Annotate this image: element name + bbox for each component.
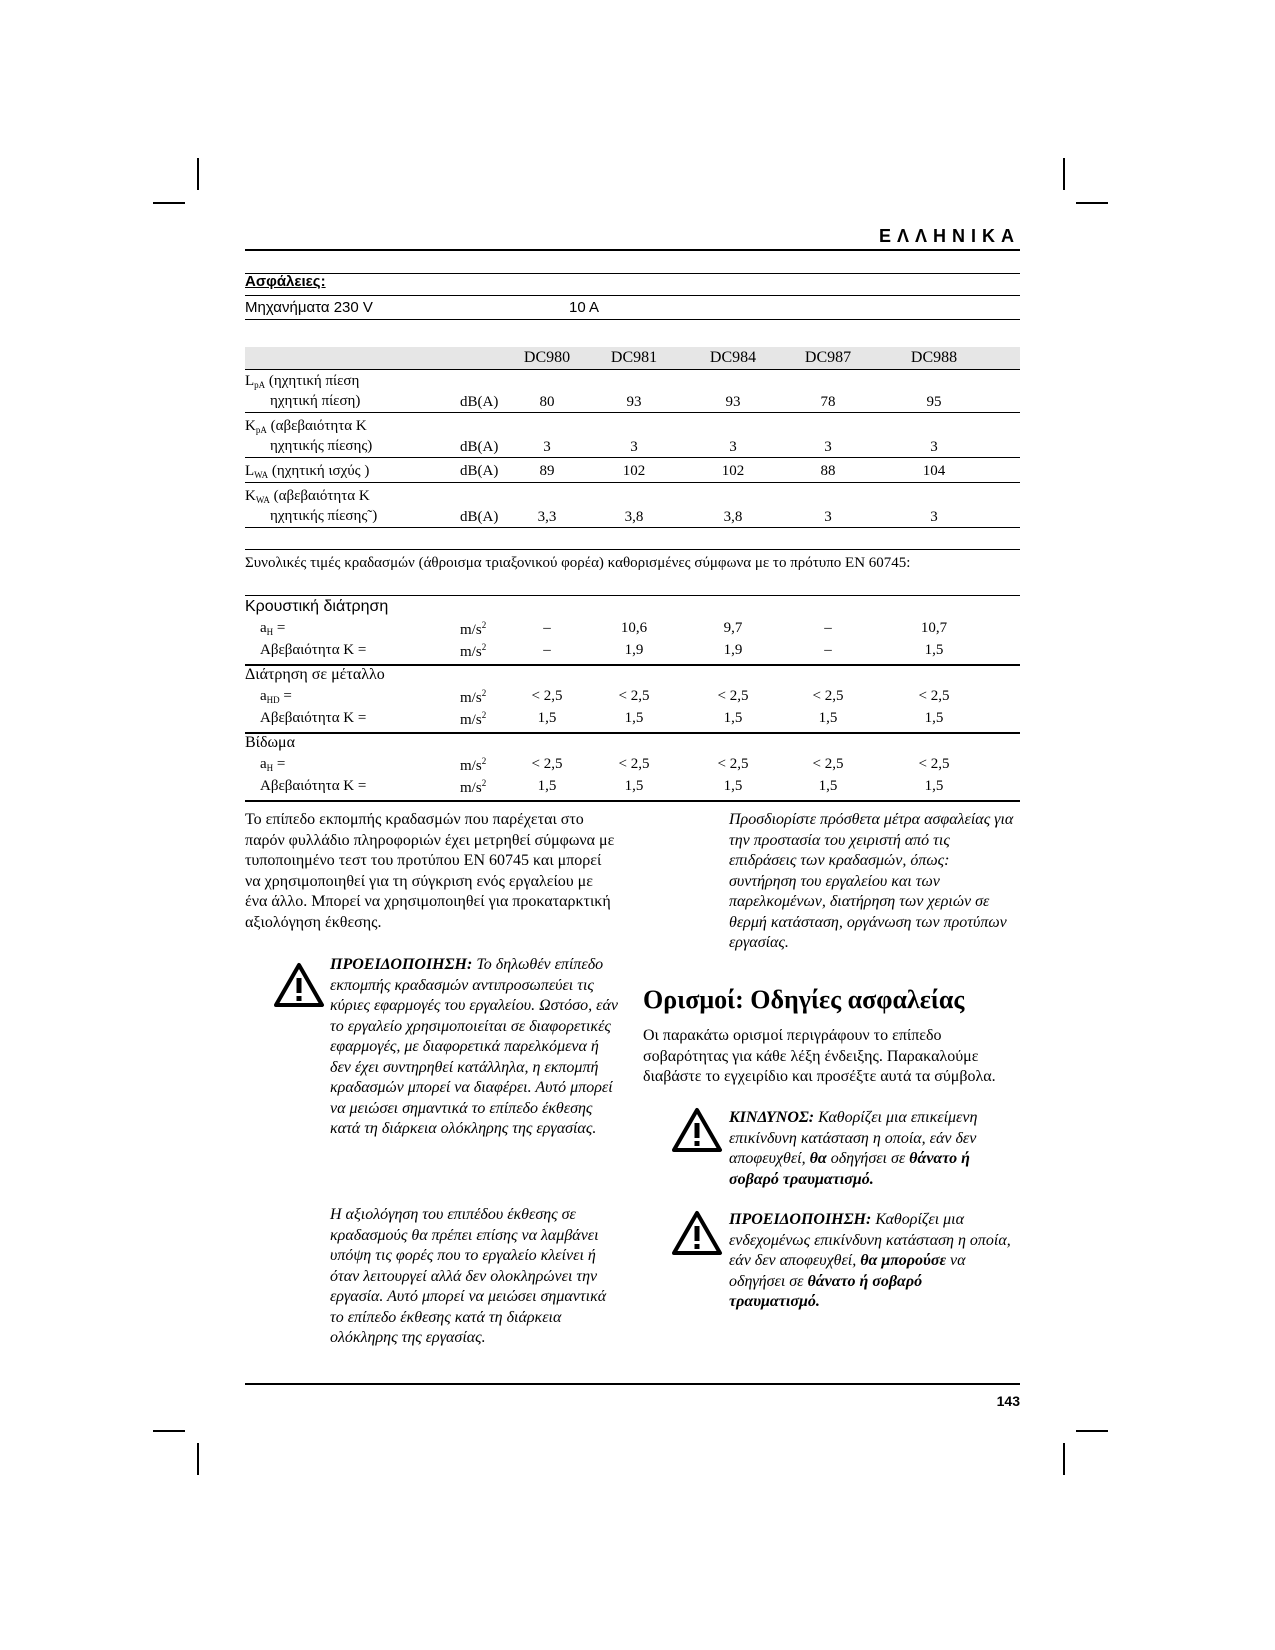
vibration-value: < 2,5 [812, 756, 844, 772]
vibration-value: 1,5 [624, 778, 644, 794]
warning-def-text: Καθορίζει μια ενδεχομένως επικίνδυνη κατάσταση η οποία, εάν δεν αποφευχθεί, [729, 1211, 1011, 1269]
danger-text: οδηγήσει σε [826, 1150, 910, 1167]
table-rule [245, 732, 1020, 734]
table-rule [245, 527, 1020, 528]
noise-value: 93 [725, 394, 741, 410]
vibration-value: 1,5 [723, 778, 743, 794]
table-rule [245, 800, 1020, 802]
noise-value: 3,8 [723, 509, 743, 525]
warning-def-emphasis: θα μπορούσε [860, 1252, 947, 1269]
warning-definition [729, 1210, 1014, 1313]
symbol-subscript: WA [255, 495, 270, 505]
noise-value: 3,3 [537, 509, 557, 525]
table-rule [245, 412, 1020, 413]
definitions-heading: Ορισμοί: Οδηγίες ασφαλείας [643, 985, 965, 1014]
unit [460, 710, 486, 729]
symbol: a [260, 620, 267, 636]
row-label-text: Αβεβαιότητα K = [260, 642, 367, 658]
row-label-text: (ηχητική ισχύς ) [268, 463, 370, 479]
noise-row-label-line2: ηχητικής πίεσης˜) [270, 508, 378, 524]
noise-value: 3 [824, 509, 832, 525]
vibration-value: < 2,5 [918, 756, 950, 772]
row-label-text: Αβεβαιότητα K = [260, 778, 367, 794]
warning-def-text: να οδηγήσει σε [729, 1252, 966, 1290]
vibration-value: < 2,5 [812, 688, 844, 704]
unit-base: m/s [460, 758, 482, 774]
warning-label: ΠΡΟΕΙΔΟΠΟΙΗΣΗ: [330, 956, 473, 973]
unit-exponent: 2 [481, 778, 487, 788]
vibration-value: < 2,5 [618, 756, 650, 772]
language-header: ΕΛΛΗΝΙΚΑ [878, 226, 1020, 246]
vibration-value: < 2,5 [531, 688, 563, 704]
danger-label: ΚΙΝΔΥΝΟΣ: [729, 1109, 815, 1126]
symbol: L [245, 373, 255, 389]
unit-base: m/s [460, 780, 482, 796]
symbol: a [260, 688, 267, 704]
vibration-value: – [824, 620, 832, 636]
row-label-text: (αβεβαιότητα K [269, 488, 370, 504]
row-label-text: (αβεβαιότητα K [266, 418, 367, 434]
footer-rule [245, 1383, 1020, 1385]
noise-value: 78 [820, 394, 836, 410]
model-header: DC987 [804, 349, 852, 366]
fuses-label: Μηχανήματα 230 V [245, 299, 373, 316]
table-rule [245, 482, 1020, 483]
crop-mark [1076, 202, 1108, 204]
vibration-value: 10,6 [620, 620, 648, 636]
vibration-value: < 2,5 [717, 688, 749, 704]
row-label-text: = [279, 688, 292, 704]
noise-value: 93 [626, 394, 642, 410]
vibration-value: 1,9 [723, 642, 743, 658]
unit: dB(A) [460, 463, 499, 479]
vibration-row-label [260, 778, 366, 795]
noise-value: 3 [824, 439, 832, 455]
noise-value: 3 [729, 439, 737, 455]
unit-base: m/s [460, 644, 482, 660]
model-header: DC988 [910, 349, 958, 366]
noise-row-label-line2: ηχητικής πίεσης) [270, 438, 373, 454]
noise-row-label [245, 488, 370, 505]
danger-definition [729, 1108, 1014, 1190]
vibration-row-label [260, 710, 366, 727]
section-title: Κρουστική διάτρηση [245, 598, 389, 615]
danger-emphasis: θα [809, 1150, 827, 1167]
model-header: DC981 [610, 349, 658, 366]
vibration-value: < 2,5 [717, 756, 749, 772]
row-label-text: = [273, 620, 286, 636]
symbol-subscript: H [266, 763, 274, 773]
crop-mark [153, 1430, 185, 1432]
crop-mark [1076, 1430, 1108, 1432]
model-header: DC980 [523, 349, 571, 366]
vibration-value: < 2,5 [918, 688, 950, 704]
vibration-value: 1,5 [924, 778, 944, 794]
noise-value: 3,8 [624, 509, 644, 525]
symbol-subscript: WA [254, 470, 269, 480]
danger-triangle-icon [671, 1107, 723, 1153]
unit: dB(A) [460, 439, 499, 455]
warning-text: Το δηλωθέν επίπεδο εκπομπής κραδασμών αντιπροσωπεύει τις κύριες εφαρμογές του εργαλείου. Ωστόσο, εάν το εργαλείο χρησιμοποιείται σε διαφορετικές εφαρμογές, με διαφορετικά παρελκόμενα ή δεν έχει συντηρηθεί κατάλληλα, η εκπομπή κραδασμών μπορεί να διαφέρει. Αυτό μπορεί να μειώσει σημαντικά το επίπεδο έκθεσης κατά τη διάρκεια ολόκληρης της εργασίας. [330, 956, 618, 1137]
vibration-value: 1,5 [624, 710, 644, 726]
table-rule [245, 369, 1020, 370]
symbol: K [245, 418, 256, 434]
rule [245, 319, 1020, 320]
unit-base: m/s [460, 712, 482, 728]
symbol-subscript: H [266, 627, 274, 637]
vibration-value: 1,5 [924, 642, 944, 658]
symbol-subscript: pA [254, 380, 266, 390]
symbol: a [260, 756, 267, 772]
warning-triangle-icon [671, 1210, 723, 1256]
header-rule [245, 249, 1020, 251]
table-rule [245, 595, 1020, 596]
crop-mark [197, 158, 199, 190]
fuses-title: Ασφάλειες: [245, 273, 326, 290]
noise-value: 102 [622, 463, 646, 479]
vibration-value: 1,5 [537, 778, 557, 794]
vibration-row-label [260, 642, 366, 659]
noise-value: 102 [721, 463, 745, 479]
crop-mark [153, 202, 185, 204]
vibration-value: < 2,5 [618, 688, 650, 704]
vibration-value: – [824, 642, 832, 658]
noise-value: 88 [820, 463, 836, 479]
vibration-value: 1,5 [818, 778, 838, 794]
vibration-value: 1,5 [723, 710, 743, 726]
unit-exponent: 2 [481, 620, 487, 630]
noise-row-label [245, 463, 369, 480]
vibration-value: 1,5 [537, 710, 557, 726]
unit-exponent: 2 [481, 756, 487, 766]
vibration-value: – [543, 642, 551, 658]
vibration-warning [330, 955, 620, 1140]
model-header: DC984 [709, 349, 757, 366]
definitions-intro: Οι παρακάτω ορισμοί περιγράφουν το επίπεδο σοβαρότητας για κάθε λέξη ένδειξης. Παρακαλούμε διαβάστε το εγχειρίδιο και προσέξτε αυτά τα σύμβολα. [643, 1027, 996, 1085]
danger-emphasis: θάνατο ή σοβαρό τραυματισμό. [729, 1150, 970, 1188]
vibration-value: 10,7 [920, 620, 948, 636]
noise-row-label-line2: ηχητική πίεση) [270, 393, 361, 409]
row-label-text: Αβεβαιότητα K = [260, 710, 367, 726]
unit [460, 756, 486, 775]
vibration-value: – [543, 620, 551, 636]
vibration-row-label [260, 688, 292, 705]
unit-exponent: 2 [481, 642, 487, 652]
noise-value: 3 [630, 439, 638, 455]
vibration-paragraph: Το επίπεδο εκπομπής κραδασμών που παρέχεται στο παρόν φυλλάδιο πληροφοριών έχει μετρηθεί σύμφωνα με τυποποιημένο τεστ του προτύπου EN 60745 και μπορεί να χρησιμοποιηθεί για τη σύγκριση ενός εργαλείου με ένα άλλο. Μπορεί να χρησιμοποιηθεί για προκαταρκτική αξιολόγηση έκθεσης. [245, 811, 615, 931]
unit: dB(A) [460, 394, 499, 410]
vibration-value: 1,9 [624, 642, 644, 658]
safety-measures-paragraph: Προσδιορίστε πρόσθετα μέτρα ασφαλείας για την προστασία του χειριστή από τις επιδράσεις των κραδασμών, όπως: συντήρηση του εργαλείου και των παρελκομένων, διατήρηση των χεριών σε θερμή κατάσταση, οργάνωση των προτύπων εργασίας. [729, 811, 1014, 951]
rule [245, 273, 1020, 274]
vibration-warning-continued: Η αξιολόγηση του επιπέδου έκθεσης σε κραδασμούς θα πρέπει επίσης να λαμβάνει υπόψη τις φορές που το εργαλείο κλείνει ή όταν λειτουργεί αλλά δεν ολοκληρώνει την εργασία. Αυτό μπορεί να μειώσει σημαντικά το επίπεδο έκθεσης κατά τη διάρκεια ολόκληρης της εργασίας. [330, 1206, 607, 1346]
noise-value: 3 [543, 439, 551, 455]
noise-value: 3 [930, 439, 938, 455]
warning-triangle-icon [273, 962, 325, 1008]
crop-mark [1063, 158, 1065, 190]
vibration-value: < 2,5 [531, 756, 563, 772]
rule [245, 295, 1020, 296]
unit: dB(A) [460, 509, 499, 525]
unit [460, 778, 486, 797]
danger-text: Καθορίζει μια επικείμενη επικίνδυνη κατάσταση η οποία, εάν δεν αποφευχθεί, [729, 1109, 978, 1167]
symbol: L [245, 463, 255, 479]
unit-base: m/s [460, 622, 482, 638]
vibration-value: 1,5 [924, 710, 944, 726]
table-rule [245, 457, 1020, 458]
unit [460, 620, 486, 639]
section-title: Διάτρηση σε μέταλλο [245, 666, 385, 683]
row-label-text: (ηχητική πίεση [265, 373, 360, 389]
noise-row-label [245, 418, 367, 435]
fuses-value: 10 A [569, 299, 600, 316]
row-label-text: = [273, 756, 286, 772]
unit-exponent: 2 [481, 688, 487, 698]
vibration-value: 1,5 [818, 710, 838, 726]
crop-mark [197, 1443, 199, 1475]
section-title: Βίδωμα [245, 734, 296, 751]
vibration-row-label [260, 620, 285, 637]
vibration-intro: Συνολικές τιμές κραδασμών (άθροισμα τριαξονικού φορέα) καθορισμένες σύμφωνα με το πρότυπο EN 60745: [245, 555, 911, 571]
symbol-subscript: pA [255, 425, 267, 435]
unit [460, 688, 486, 707]
page-number: 143 [996, 1393, 1020, 1409]
symbol-subscript: HD [266, 695, 280, 705]
warning-def-emphasis: θάνατο ή σοβαρό τραυματισμό. [729, 1272, 923, 1310]
vibration-value: 9,7 [723, 620, 743, 636]
warning-def-label: ΠΡΟΕΙΔΟΠΟΙΗΣΗ: [729, 1211, 872, 1228]
crop-mark [1063, 1443, 1065, 1475]
noise-value: 89 [539, 463, 555, 479]
symbol: K [245, 488, 256, 504]
table-rule [245, 549, 1020, 550]
unit-exponent: 2 [481, 710, 487, 720]
noise-value: 80 [539, 394, 555, 410]
unit [460, 642, 486, 661]
noise-value: 3 [930, 509, 938, 525]
vibration-row-label [260, 756, 285, 773]
unit-base: m/s [460, 690, 482, 706]
noise-value: 95 [926, 394, 942, 410]
noise-value: 104 [922, 463, 946, 479]
noise-row-label [245, 373, 359, 390]
